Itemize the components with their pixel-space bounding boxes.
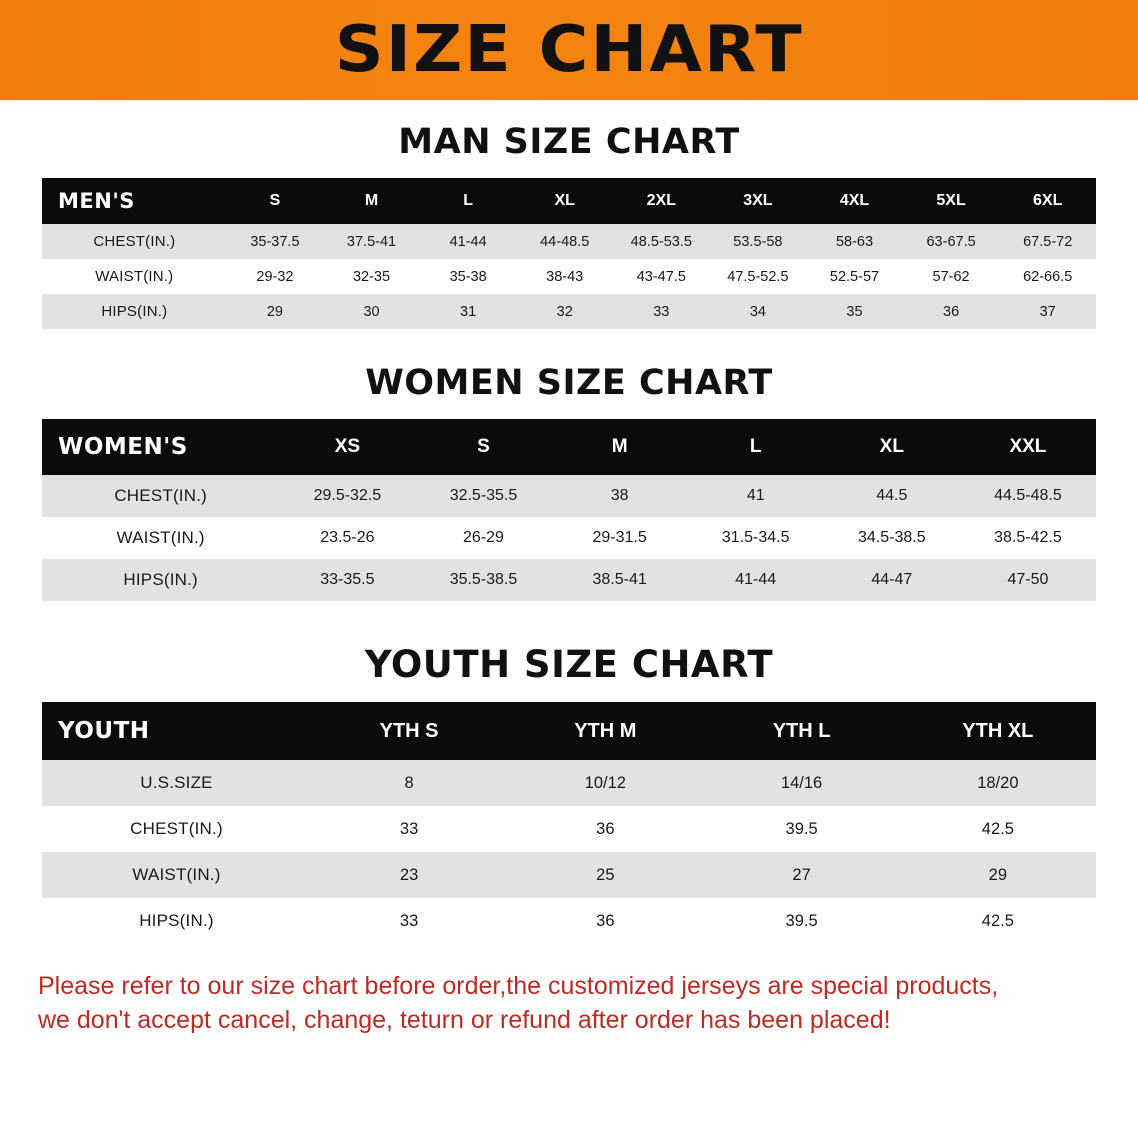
youth-row-0-cell-1: 10/12: [507, 760, 703, 806]
women-row-1-cell-2: 29-31.5: [552, 517, 688, 559]
youth-row-3-cell-0: 33: [311, 898, 507, 944]
women-row-1-cell-4: 34.5-38.5: [824, 517, 960, 559]
page-title: SIZE CHART: [334, 13, 804, 87]
man-row-1-cell-4: 43-47.5: [613, 259, 710, 294]
man-row-1-cell-3: 38-43: [516, 259, 613, 294]
table-row: [42, 852, 1096, 898]
table-row: [42, 259, 1096, 294]
women-header-size-2: M: [552, 419, 688, 475]
man-row-2-cell-7: 36: [903, 294, 1000, 329]
man-header-label: MEN'S: [42, 178, 227, 224]
women-row-0-cell-1: 32.5-35.5: [415, 475, 551, 517]
youth-header-size-3: YTH XL: [900, 702, 1096, 760]
youth-table-wrap: [0, 702, 1138, 944]
table-row: [42, 559, 1096, 601]
women-row-1-cell-3: 31.5-34.5: [688, 517, 824, 559]
man-row-0-cell-2: 41-44: [420, 224, 517, 259]
header-banner: [0, 0, 1138, 100]
man-row-2-cell-0: 29: [227, 294, 324, 329]
man-row-1-cell-0: 29-32: [227, 259, 324, 294]
women-row-0-cell-2: 38: [552, 475, 688, 517]
man-row-1-cell-8: 62-66.5: [999, 259, 1096, 294]
youth-row-0-cell-2: 14/16: [703, 760, 899, 806]
table-row: [42, 806, 1096, 852]
man-row-2-label: HIPS(IN.): [42, 294, 227, 329]
table-row: [42, 760, 1096, 806]
youth-row-1-cell-0: 33: [311, 806, 507, 852]
man-header-size-7: 5XL: [903, 178, 1000, 224]
table-row: [42, 517, 1096, 559]
man-row-1-cell-2: 35-38: [420, 259, 517, 294]
women-section-title: WOMEN SIZE CHART: [365, 363, 773, 403]
man-row-2-cell-1: 30: [323, 294, 420, 329]
youth-row-0-cell-0: 8: [311, 760, 507, 806]
women-table-head: [42, 419, 1096, 475]
women-header-size-0: XS: [279, 419, 415, 475]
man-header-size-4: 2XL: [613, 178, 710, 224]
youth-row-1-cell-2: 39.5: [703, 806, 899, 852]
man-row-2-cell-6: 35: [806, 294, 903, 329]
youth-row-3-cell-3: 42.5: [900, 898, 1096, 944]
women-header-size-5: XXL: [960, 419, 1096, 475]
man-row-1-cell-1: 32-35: [323, 259, 420, 294]
table-row: [42, 224, 1096, 259]
man-row-0-cell-5: 53.5-58: [710, 224, 807, 259]
youth-row-2-cell-2: 27: [703, 852, 899, 898]
man-header-size-1: M: [323, 178, 420, 224]
women-header-size-3: L: [688, 419, 824, 475]
man-row-0-cell-4: 48.5-53.5: [613, 224, 710, 259]
man-row-0-cell-6: 58-63: [806, 224, 903, 259]
women-row-1-cell-0: 23.5-26: [279, 517, 415, 559]
women-row-2-label: HIPS(IN.): [42, 559, 279, 601]
women-row-2-cell-2: 38.5-41: [552, 559, 688, 601]
women-row-0-cell-3: 41: [688, 475, 824, 517]
table-header-row: [42, 419, 1096, 475]
youth-row-2-cell-1: 25: [507, 852, 703, 898]
youth-row-0-label: U.S.SIZE: [42, 760, 311, 806]
man-table-head: [42, 178, 1096, 224]
man-header-size-3: XL: [516, 178, 613, 224]
man-row-1-label: WAIST(IN.): [42, 259, 227, 294]
man-row-0-cell-3: 44-48.5: [516, 224, 613, 259]
man-table-wrap: [0, 178, 1138, 329]
youth-row-2-label: WAIST(IN.): [42, 852, 311, 898]
youth-header-size-2: YTH L: [703, 702, 899, 760]
youth-row-3-label: HIPS(IN.): [42, 898, 311, 944]
man-row-1-cell-5: 47.5-52.5: [710, 259, 807, 294]
man-row-2-cell-2: 31: [420, 294, 517, 329]
policy-note: [38, 970, 1100, 1038]
youth-row-3-cell-1: 36: [507, 898, 703, 944]
man-table-body: [42, 224, 1096, 329]
women-header-size-1: S: [415, 419, 551, 475]
policy-note-line-1: Please refer to our size chart before order,the customized jerseys are special products,: [38, 972, 999, 1000]
women-row-1-label: WAIST(IN.): [42, 517, 279, 559]
table-row: [42, 294, 1096, 329]
women-table-wrap: [0, 419, 1138, 601]
man-row-2-cell-5: 34: [710, 294, 807, 329]
man-row-1-cell-6: 52.5-57: [806, 259, 903, 294]
youth-row-2-cell-0: 23: [311, 852, 507, 898]
youth-size-table: [42, 702, 1096, 944]
women-row-1-cell-5: 38.5-42.5: [960, 517, 1096, 559]
man-header-size-8: 6XL: [999, 178, 1096, 224]
youth-header-size-0: YTH S: [311, 702, 507, 760]
youth-table-head: [42, 702, 1096, 760]
table-header-row: [42, 178, 1096, 224]
youth-row-1-cell-1: 36: [507, 806, 703, 852]
youth-row-1-cell-3: 42.5: [900, 806, 1096, 852]
women-header-label: WOMEN'S: [42, 419, 279, 475]
man-header-size-5: 3XL: [710, 178, 807, 224]
women-row-2-cell-0: 33-35.5: [279, 559, 415, 601]
youth-row-2-cell-3: 29: [900, 852, 1096, 898]
man-row-1-cell-7: 57-62: [903, 259, 1000, 294]
man-row-0-cell-8: 67.5-72: [999, 224, 1096, 259]
women-row-0-label: CHEST(IN.): [42, 475, 279, 517]
youth-row-1-label: CHEST(IN.): [42, 806, 311, 852]
youth-row-0-cell-3: 18/20: [900, 760, 1096, 806]
women-row-2-cell-4: 44-47: [824, 559, 960, 601]
man-section-title: MAN SIZE CHART: [398, 122, 740, 162]
women-row-1-cell-1: 26-29: [415, 517, 551, 559]
man-row-0-label: CHEST(IN.): [42, 224, 227, 259]
table-row: [42, 475, 1096, 517]
women-header-size-4: XL: [824, 419, 960, 475]
man-row-2-cell-4: 33: [613, 294, 710, 329]
women-row-0-cell-0: 29.5-32.5: [279, 475, 415, 517]
man-header-size-0: S: [227, 178, 324, 224]
man-row-0-cell-7: 63-67.5: [903, 224, 1000, 259]
youth-section-title: YOUTH SIZE CHART: [364, 643, 774, 686]
women-row-2-cell-1: 35.5-38.5: [415, 559, 551, 601]
man-row-2-cell-3: 32: [516, 294, 613, 329]
youth-row-3-cell-2: 39.5: [703, 898, 899, 944]
youth-header-label: YOUTH: [42, 702, 311, 760]
women-table-body: [42, 475, 1096, 601]
table-header-row: [42, 702, 1096, 760]
man-row-0-cell-1: 37.5-41: [323, 224, 420, 259]
man-row-2-cell-8: 37: [999, 294, 1096, 329]
women-size-table: [42, 419, 1096, 601]
man-header-size-2: L: [420, 178, 517, 224]
man-header-size-6: 4XL: [806, 178, 903, 224]
policy-note-line-2: we don't accept cancel, change, teturn or refund after order has been placed!: [38, 1005, 891, 1034]
youth-table-body: [42, 760, 1096, 944]
table-row: [42, 898, 1096, 944]
man-size-table: [42, 178, 1096, 329]
women-row-0-cell-4: 44.5: [824, 475, 960, 517]
women-row-2-cell-5: 47-50: [960, 559, 1096, 601]
man-row-0-cell-0: 35-37.5: [227, 224, 324, 259]
youth-header-size-1: YTH M: [507, 702, 703, 760]
women-row-0-cell-5: 44.5-48.5: [960, 475, 1096, 517]
women-row-2-cell-3: 41-44: [688, 559, 824, 601]
